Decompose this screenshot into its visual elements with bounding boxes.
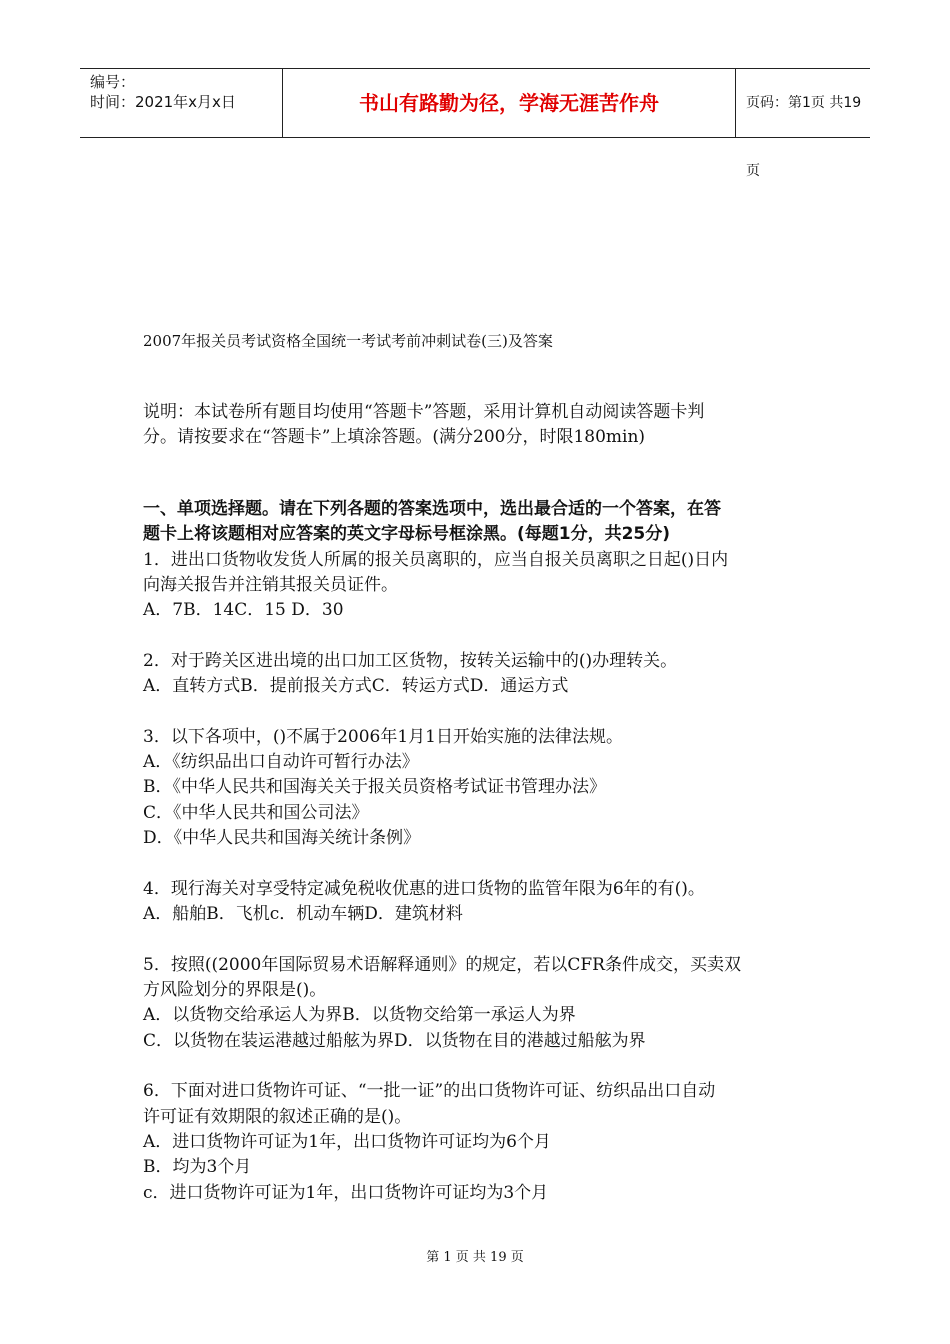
question-line: 3．以下各项中，()不属于2006年1月1日开始实施的法律法规。 (143, 726, 623, 747)
question-options: A．船舶B．飞机c．机动车辆D．建筑材料 (143, 904, 463, 925)
question-line: 6．下面对进口货物许可证、“一批一证”的出口货物许可证、纺织品出口自动 (143, 1081, 716, 1102)
section-heading: 一、单项选择题。请在下列各题的答案选项中，选出最合适的一个答案，在答 (143, 498, 721, 519)
instructions-line: 分。请按要求在“答题卡”上填涂答题。(满分200分，时限180min) (143, 427, 646, 448)
instructions-line: 说明：本试卷所有题目均使用“答题卡”答题，采用计算机自动阅读答题卡判 (143, 402, 705, 422)
question-line: 向海关报告并注销其报关员证件。 (143, 575, 398, 596)
question-options: A．直转方式B．提前报关方式C．转运方式D．通运方式 (143, 676, 569, 697)
question-line: 5．按照((2000年国际贸易术语解释通则》的规定，若以CFR条件成交，买卖双 (143, 954, 741, 975)
question-option: A．《纺织品出口自动许可暂行办法》 (143, 752, 419, 773)
header-meta (80, 69, 282, 137)
document-header (80, 68, 870, 179)
document-title: 2007年报关员考试资格全国统一考试考前冲刺试卷(三)及答案 (143, 332, 553, 350)
question-line: 2．对于跨关区进出境的出口加工区货物，按转关运输中的()办理转关。 (143, 650, 678, 671)
question-line: 4．现行海关对享受特定减免税收优惠的进口货物的监管年限为6年的有()。 (143, 878, 705, 899)
question-6 (143, 1079, 823, 1206)
header-page-info: 页码：第1页 共19页 (746, 95, 862, 179)
exam-content (143, 400, 823, 1206)
question-line: 方风险划分的界限是()。 (143, 979, 327, 1000)
question-line: 许可证有效期限的叙述正确的是()。 (143, 1106, 412, 1127)
date-label: 时间：2021年x月x日 (90, 93, 236, 111)
question-4 (143, 877, 823, 928)
question-5 (143, 953, 823, 1055)
question-option: c．进口货物许可证为1年，出口货物许可证均为3个月 (143, 1182, 549, 1203)
question-options: A．7B．14C．15 D．30 (143, 600, 344, 621)
question-1 (143, 548, 823, 624)
question-option: A．进口货物许可证为1年，出口货物许可证均为6个月 (143, 1131, 551, 1152)
number-label: 编号： (90, 73, 136, 91)
question-3 (143, 725, 823, 852)
question-option: D．《中华人民共和国海关统计条例》 (143, 828, 421, 849)
section-heading: 题卡上将该题相对应答案的英文字母标号框涂黑。(每题1分，共25分) (143, 524, 671, 545)
header-motto: 书山有路勤为径，学海无涯苦作舟 (282, 69, 736, 137)
question-2 (143, 649, 823, 700)
question-option: C．《中华人民共和国公司法》 (143, 802, 369, 823)
question-options: A．以货物交给承运人为界B．以货物交给第一承运人为界 (143, 1005, 576, 1026)
question-line: 1．进出口货物收发货人所属的报关员离职的，应当自报关员离职之日起()日内 (143, 549, 729, 570)
question-options: C．以货物在装运港越过船舷为界D．以货物在目的港越过船舷为界 (143, 1030, 646, 1051)
page-footer: 第 1 页 共 19 页 (426, 1250, 524, 1265)
question-option: B．均为3个月 (143, 1157, 252, 1178)
question-option: B．《中华人民共和国海关关于报关员资格考试证书管理办法》 (143, 777, 606, 798)
